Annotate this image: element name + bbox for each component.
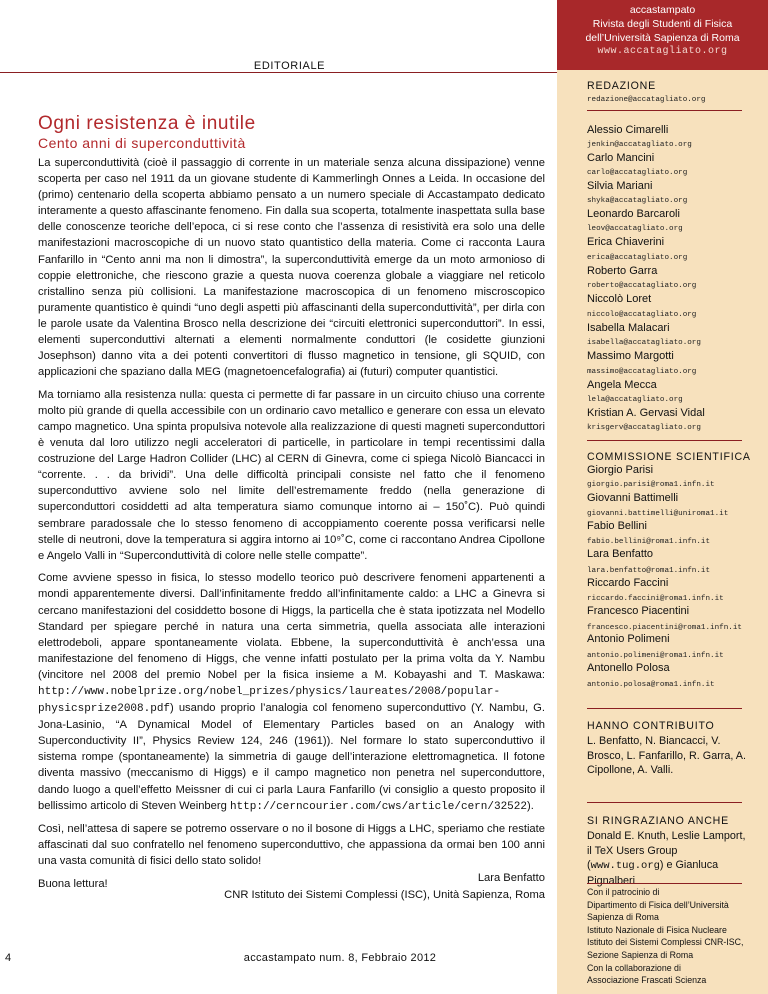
- paragraph-text: ).: [527, 799, 534, 812]
- staff-email[interactable]: carlo@accatagliato.org: [587, 169, 688, 177]
- staff-email[interactable]: roberto@accatagliato.org: [587, 282, 697, 290]
- acknowledgements-part: Donald E. Knuth, Leslie Lamport, il: [587, 830, 746, 857]
- article-title: Ogni resistenza è inutile: [38, 113, 256, 134]
- article-paragraph: Ma torniamo alla resistenza nulla: questa ci permette di far passare in un circuito chiuso una corrente molto più grande di quella accessibile con un ordinario cavo metallico e generare con essa un elevato campo magnetico. Una spinta propulsiva notevole alla realizzazione di questi magneti superconduttori è venuta dal loro utilizzo negli acceleratori di particelle, in particolare in tempi recentissimi dalla costruzione del Large Hadron Collider (LHC) al CERN di Ginevra, come ci spiega Nicolò Biancacci in “corrente. . . da brividi”. Una delle difficoltà principali consiste nel fatto che il fenomeno superconduttivo avviene solo nel limite dell’estremamente freddo (nella generazione di superconduttori cosiddetti ad alta temperatura siamo comunque intorno ai – 150˚C). Può quindi sembrare paradossale che lo stesso fenomeno di accoppiamento coerente possa verificarsi nelle stelle di neutroni, dove la temperatura si aggira intorno ai 10⁹˚C, come ci raccontano Andrea Cipollone e Angelo Valli in “Superconduttività di colore nelle stelle compatte”.: [38, 388, 545, 562]
- committee-email[interactable]: riccardo.faccini@roma1.infn.it: [587, 595, 724, 603]
- article-subtitle: Cento anni di superconduttività: [38, 135, 246, 151]
- article-body: [38, 155, 545, 899]
- section-divider: [587, 883, 742, 884]
- staff-name: Roberto Garra: [587, 265, 658, 277]
- committee-email[interactable]: antonio.polosa@roma1.infn.it: [587, 681, 715, 689]
- staff-name: Leonardo Barcaroli: [587, 208, 680, 220]
- committee-email[interactable]: lara.benfatto@roma1.infn.it: [587, 567, 711, 575]
- masthead-title: accastampato: [629, 4, 696, 16]
- sponsor-line: Dipartimento di Fisica dell’Università Sapienza di Roma: [587, 899, 729, 923]
- staff-email[interactable]: jenkin@accatagliato.org: [587, 141, 692, 149]
- page-number: 4: [5, 952, 12, 964]
- section-divider: [587, 708, 742, 709]
- staff-name: Angela Mecca: [587, 379, 657, 391]
- staff-email[interactable]: niccolo@accatagliato.org: [587, 311, 697, 319]
- staff-name: Silvia Mariani: [587, 180, 653, 192]
- redazione-email[interactable]: redazione@accatagliato.org: [587, 96, 706, 104]
- staff-name: Niccolò Loret: [587, 293, 652, 305]
- staff-name: Erica Chiaverini: [587, 236, 665, 248]
- article-paragraph: Così, nell’attesa di sapere se potremo osservare o no il bosone di Higgs a LHC, speriamo che restiate affascinati dal suo confratello nel fenomeno superconduttivo, che appassiona da ormai ben 100 anni una vasta comunità di fisici dello stato solido!: [38, 823, 545, 868]
- committee-email[interactable]: fabio.bellini@roma1.infn.it: [587, 538, 711, 546]
- paragraph-text: Come avviene spesso in fisica, lo stesso modello teorico può descrivere fenomeni appartenenti a mondi apparentemente diversi. Dall’infinitamente freddo all’infinitamente caldo: a LHC a Ginevra si cercano manifestazioni del cosiddetto bosone di Higgs, la particella che è stata ipotizzata nel Modello Standard per spiegare perché in natura una certa simmetria, quella associata alle interazioni elettrodeboli, appare spontaneamente violata. Ebbene, la superconduttività è anch’essa una manifestazione del fenomeno di Higgs, che venne infatti postulato per la prima volta da Y. Nambu (vincitore nel 2008 del premio Nobel per la fisica insieme a M. Kobayashi and T. Maskawa:: [38, 572, 545, 681]
- committee-email[interactable]: francesco.piacentini@roma1.infn.it: [587, 624, 742, 632]
- masthead: [557, 0, 768, 70]
- staff-email[interactable]: leov@accatagliato.org: [587, 225, 683, 233]
- staff-name: Isabella Malacari: [587, 322, 670, 334]
- staff-email[interactable]: lela@accatagliato.org: [587, 396, 683, 404]
- issue-footer: accastampato num. 8, Febbraio 2012: [243, 952, 437, 964]
- staff-email[interactable]: massimo@accatagliato.org: [587, 368, 697, 376]
- section-divider: [587, 440, 742, 441]
- article-closing: Buona lettura!: [38, 878, 108, 891]
- committee-email[interactable]: giorgio.parisi@roma1.infn.it: [587, 481, 715, 489]
- sponsors-block: [587, 886, 749, 987]
- sponsor-line: Associazione Frascati Scienza: [587, 975, 707, 986]
- nobel-link[interactable]: http://www.nobelprize.org/nobel_prizes/physics/laureates/2008/popular-physicsprize2008.pdf: [38, 686, 501, 716]
- article-paragraph: La superconduttività (cioè il passaggio di corrente in un materiale senza alcuna dissipazione) venne scoperta per caso nel 1911 da un giovane studente di Kammerlingh Onnes a Leida. In occasione del (primo) centenario della scoperta abbiamo pensato a un numero speciale di Accastampato dedicato interamente a questo affascinante fenomeno. Fin dalla sua scoperta, totalmente inaspettata sulla base delle conoscenze teoriche dell’epoca, ci si rese conto che l’assenza di resistività era solo una delle manifestazioni macroscopiche di un nuovo stato quantistico della materia. Come ci racconta Laura Fanfarillo in “Cento anni ma non li dimostra”, la superconduttività emerge da un moto armonioso di coppie elettroniche, che riescono grazie a questa nuova coerenza globale a viaggiare nel reticolo cristallino senza più collisioni. La manifestazione macroscopica di un fenomeno miscroscopico puramente quantistico è quindi “uno degli aspetti più affascinanti della superconduttività”, per dirla con le parole usate da Valentina Brosco nella descrizione dei “circuiti elettronici superconduttori”. In essi, elementi superconduttivi alternati a elementi normalmente conduttori (le cosidette giunzioni Josephson) danno vita a dei potenti convertitori di flusso magnetico in tensione, gli SQUID, con applicazioni che spaziano dalla MEG (magnetoencefalografia) ai (futuri) computer quantistici.: [38, 157, 545, 379]
- sponsor-line: Con il patrocinio di: [587, 887, 660, 897]
- redazione-heading: REDAZIONE: [587, 80, 657, 92]
- ringraziamenti-heading: SI RINGRAZIANO ANCHE: [587, 815, 729, 827]
- committee-name: Giorgio Parisi: [587, 464, 654, 476]
- section-divider: [587, 802, 742, 803]
- committee-name: Fabio Bellini: [587, 520, 647, 532]
- contributors-list: L. Benfatto, N. Biancacci, V. Brosco, L. Fanfarillo, R. Garra, A. Cipollone, A. Valli.: [587, 735, 747, 776]
- staff-name: Massimo Margotti: [587, 350, 674, 362]
- acknowledgements-part: ) e Gianluca Pignalberi: [587, 859, 719, 887]
- committee-name: Riccardo Faccini: [587, 577, 669, 589]
- cern-link[interactable]: http://cerncourier.com/cws/article/cern/32522: [229, 800, 527, 813]
- masthead-subtitle: Rivista degli Studenti di Fisica: [592, 18, 733, 30]
- committee-name: Antonello Polosa: [587, 662, 670, 674]
- paragraph-text: ) usando proprio l’analogia col fenomeno superconduttivo (Y. Nambu, G. Jona-Lasinio, “A Dynamical Model of Elementary Particles based on an Analogy with Superconductivity II”, Physics Review 124, 246 (1961)). Nel formare lo stato superconduttivo il sistema rompe (spontaneamente) la simmetria di gauge dell’interazione elettromagnetica. Il fotone diventa massivo (meccanismo di Higgs) e il campo magnetico non penetra nel superconduttore, dando luogo a quell’effetto Meissner di cui ci parla Laura Fanfarillo (vi consiglio a questo proposito il bellissimo articolo di Steven Weinberg: [38, 702, 545, 812]
- signature-block: [200, 870, 545, 904]
- tex-logo: TeX: [594, 844, 614, 857]
- sponsor-line: Istituto Nazionale di Fisica Nucleare: [587, 924, 727, 935]
- committee-email[interactable]: giovanni.battimelli@uniroma1.it: [587, 510, 729, 518]
- staff-name: Alessio Cimarelli: [587, 124, 669, 136]
- author-affiliation: CNR Istituto dei Sistemi Complessi (ISC), Unità Sapienza, Roma: [224, 889, 545, 901]
- sponsor-line: Istituto dei Sistemi Complessi CNR-ISC, Sezione Sapienza di Roma: [587, 937, 744, 960]
- masthead-institution: dell’Università Sapienza di Roma: [585, 32, 740, 44]
- section-divider: [0, 72, 557, 73]
- committee-name: Antonio Polimeni: [587, 633, 670, 645]
- author-name: Lara Benfatto: [477, 872, 545, 884]
- staff-email[interactable]: krisgerv@accatagliato.org: [587, 424, 701, 432]
- masthead-url[interactable]: www.accatagliato.org: [597, 46, 728, 57]
- committee-name: Lara Benfatto: [587, 548, 654, 560]
- commissione-heading: COMMISSIONE SCIENTIFICA: [587, 451, 751, 463]
- staff-email[interactable]: erica@accatagliato.org: [587, 254, 688, 262]
- section-divider: [587, 110, 742, 111]
- committee-name: Giovanni Battimelli: [587, 492, 679, 504]
- sponsor-line: Con la collaborazione di: [587, 962, 681, 973]
- committee-email[interactable]: antonio.polimeni@roma1.infn.it: [587, 652, 724, 660]
- contributi-heading: HANNO CONTRIBUITO: [587, 720, 715, 732]
- tug-link[interactable]: www.tug.org: [590, 860, 660, 872]
- article-paragraph: [38, 570, 545, 814]
- staff-name: Carlo Mancini: [587, 152, 655, 164]
- staff-email[interactable]: isabella@accatagliato.org: [587, 339, 701, 347]
- committee-name: Francesco Piacentini: [587, 605, 690, 617]
- acknowledgements-text: [587, 829, 747, 888]
- section-label: EDITORIALE: [253, 60, 326, 72]
- staff-email[interactable]: shyka@accatagliato.org: [587, 197, 688, 205]
- staff-name: Kristian A. Gervasi Vidal: [587, 407, 705, 419]
- acknowledgements-part: Users Group (: [587, 844, 678, 871]
